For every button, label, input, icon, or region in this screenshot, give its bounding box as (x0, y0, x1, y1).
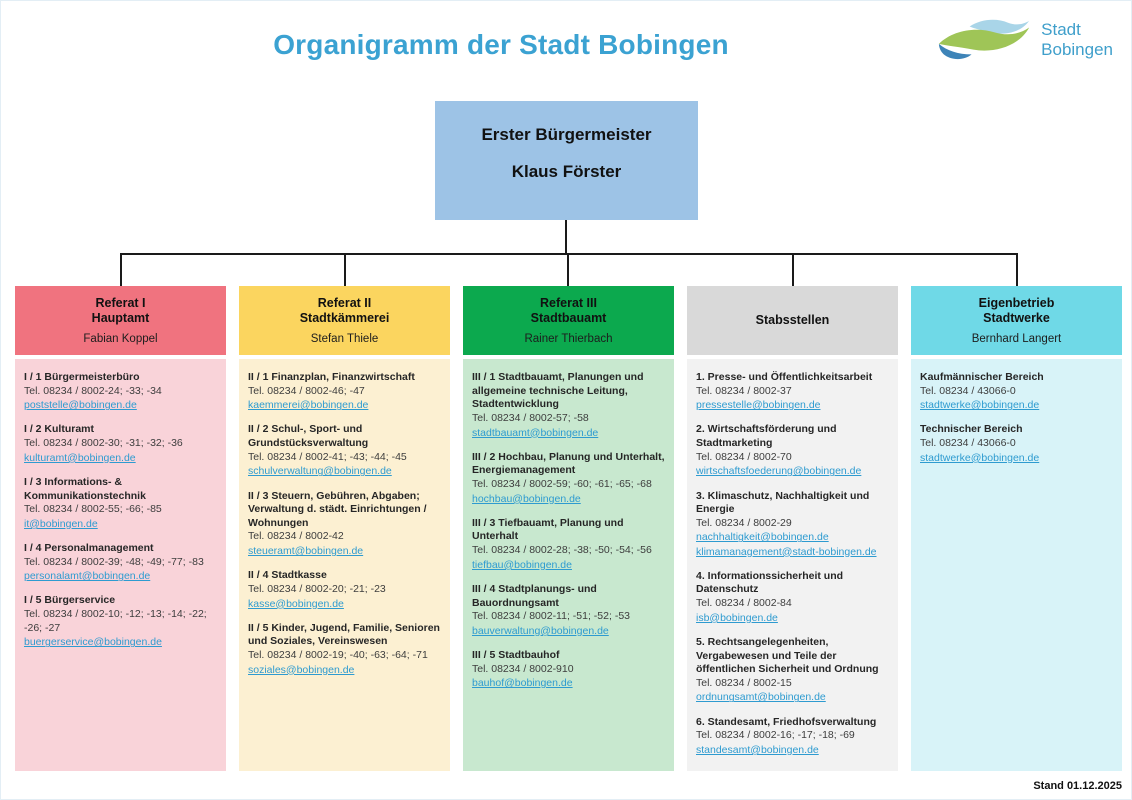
department-entry (472, 451, 665, 506)
column-title (756, 313, 830, 328)
connector-drop-referat3 (567, 253, 569, 286)
department-title: I / 1 Bürgermeisterbüro (24, 371, 140, 383)
department-phone: Tel. 08234 / 8002-84 (696, 597, 792, 610)
column-body (687, 359, 898, 771)
department-entry (248, 490, 441, 559)
column-title-line: Eigenbetrieb (978, 295, 1055, 310)
column-header (15, 286, 226, 355)
department-phone: Tel. 08234 / 8002-11; -51; -52; -53 (472, 610, 630, 623)
column-header (687, 286, 898, 355)
department-entry (696, 371, 889, 412)
department-phone: Tel. 08234 / 43066-0 (920, 384, 1016, 397)
email-link[interactable]: kulturamt@bobingen.de (24, 451, 136, 464)
department-title: II / 2 Schul-, Sport- und Grundstücksverwaltung (248, 423, 369, 450)
department-entry (248, 371, 441, 412)
connector-drop-referat2 (344, 253, 346, 286)
email-link[interactable]: bauverwaltung@bobingen.de (472, 624, 609, 637)
email-link[interactable]: isb@bobingen.de (696, 611, 778, 624)
department-phone: Tel. 08234 / 8002-16; -17; -18; -69 (696, 729, 855, 742)
column-title-line: Stabsstellen (755, 312, 830, 327)
connector-drop-referat1 (120, 253, 122, 286)
department-entry (248, 569, 441, 610)
department-entry (696, 570, 889, 625)
department-phone: Tel. 08234 / 8002-30; -31; -32; -36 (24, 437, 183, 450)
column-body (15, 359, 226, 771)
email-link[interactable]: nachhaltigkeit@bobingen.de (696, 531, 829, 544)
org-column-referat-3 (463, 286, 674, 771)
org-column-referat-1 (15, 286, 226, 771)
mayor-name: Klaus Förster (511, 162, 622, 181)
column-title-line: Hauptamt (91, 311, 150, 325)
department-title: 5. Rechtsangelegenheiten, Vergabewesen und Teile der öffentlichen Sicherheit und Ordnung (696, 635, 879, 676)
connector-vertical-top (565, 220, 567, 254)
email-link[interactable]: klimamanagement@stadt-bobingen.de (696, 545, 877, 558)
column-head-name: Bernhard Langert (971, 333, 1062, 346)
column-title (92, 296, 150, 327)
org-columns (15, 286, 1122, 771)
department-entry (696, 490, 889, 559)
page-title: Organigramm der Stadt Bobingen (273, 29, 729, 60)
email-link[interactable]: hochbau@bobingen.de (472, 492, 581, 505)
department-entry (920, 423, 1113, 464)
department-entry (472, 371, 665, 440)
logo-line2: Bobingen (1041, 40, 1113, 59)
department-entry (24, 371, 217, 412)
department-phone: Tel. 08234 / 8002-57; -58 (472, 411, 589, 424)
column-title-line: Stadtwerke (983, 311, 1050, 325)
department-entry (24, 594, 217, 649)
department-phone: Tel. 08234 / 8002-10; -12; -13; -14; -22; -26; -27 (24, 608, 207, 634)
department-entry (696, 716, 889, 757)
email-link[interactable]: schulverwaltung@bobingen.de (248, 465, 392, 478)
department-title: Technischer Bereich (920, 423, 1023, 436)
department-entry (696, 423, 889, 478)
department-phone: Tel. 08234 / 8002-20; -21; -23 (248, 582, 386, 595)
column-head-name: Stefan Thiele (310, 333, 379, 346)
column-header (239, 286, 450, 355)
department-title: III / 1 Stadtbauamt, Planungen und allgemeine technische Leitung, Stadtentwicklung (472, 371, 644, 411)
department-title: I / 2 Kulturamt (24, 423, 95, 436)
department-phone: Tel. 08234 / 8002-46; -47 (248, 384, 365, 397)
department-entry (24, 423, 217, 464)
department-title: 1. Presse- und Öffentlichkeitsarbeit (696, 371, 873, 383)
email-link[interactable]: bauhof@bobingen.de (472, 677, 573, 690)
department-phone: Tel. 08234 / 8002-42 (248, 530, 344, 543)
department-phone: Tel. 08234 / 8002-59; -60; -61; -65; -68 (472, 478, 652, 491)
email-link[interactable]: stadtbauamt@bobingen.de (472, 426, 599, 439)
column-title (300, 296, 390, 327)
mayor-role: Erster Bürgermeister (481, 125, 652, 144)
email-link[interactable]: wirtschaftsfoederung@bobingen.de (696, 465, 862, 478)
department-entry (472, 583, 665, 638)
department-phone: Tel. 08234 / 8002-28; -38; -50; -54; -56 (472, 544, 652, 557)
email-link[interactable]: ordnungsamt@bobingen.de (696, 691, 826, 704)
department-phone: Tel. 08234 / 8002-15 (696, 676, 792, 689)
connector-drop-stadtwerke (1016, 253, 1018, 286)
department-phone: Tel. 08234 / 8002-29 (696, 516, 792, 529)
department-phone: Tel. 08234 / 8002-37 (696, 384, 792, 397)
department-title: Kaufmännischer Bereich (920, 371, 1044, 383)
department-title: III / 3 Tiefbauamt, Planung und Unterhalt (472, 516, 624, 543)
email-link[interactable]: stadtwerke@bobingen.de (920, 451, 1040, 464)
column-header (463, 286, 674, 355)
department-phone: Tel. 08234 / 8002-24; -33; -34 (24, 384, 162, 397)
org-column-referat-2 (239, 286, 450, 771)
email-link[interactable]: soziales@bobingen.de (248, 663, 355, 676)
org-column-stadtwerke (911, 286, 1122, 771)
connector-drop-stabsstellen (792, 253, 794, 286)
column-body (911, 359, 1122, 771)
column-title-line: Referat III (540, 295, 597, 310)
department-title: 6. Standesamt, Friedhofsverwaltung (696, 715, 877, 728)
connector-horizontal (120, 253, 1018, 255)
email-link[interactable]: it@bobingen.de (24, 517, 98, 530)
email-link[interactable]: steueramt@bobingen.de (248, 545, 364, 558)
department-entry (920, 371, 1113, 412)
department-phone: Tel. 08234 / 8002-70 (696, 450, 792, 463)
logo-wordmark (1041, 20, 1113, 61)
email-link[interactable]: kaemmerei@bobingen.de (248, 399, 369, 412)
department-title: III / 2 Hochbau, Planung und Unterhalt, Energiemanagement (472, 450, 665, 477)
department-phone: Tel. 08234 / 8002-19; -40; -63; -64; -71 (248, 649, 428, 662)
department-entry (24, 542, 217, 583)
email-link[interactable]: standesamt@bobingen.de (696, 743, 819, 756)
city-logo (937, 15, 1113, 65)
column-title-line: Stadtkämmerei (299, 311, 390, 325)
column-body (239, 359, 450, 771)
org-column-stabsstellen (687, 286, 898, 771)
department-phone: Tel. 08234 / 8002-55; -66; -85 (24, 503, 162, 516)
department-title: I / 5 Bürgerservice (24, 594, 116, 607)
email-link[interactable]: stadtwerke@bobingen.de (920, 399, 1040, 412)
department-title: 3. Klimaschutz, Nachhaltigkeit und Energie (696, 489, 870, 516)
column-header (911, 286, 1122, 355)
email-link[interactable]: personalamt@bobingen.de (24, 570, 151, 583)
department-title: I / 3 Informations- & Kommunikationstechnik (24, 475, 146, 502)
department-entry (472, 649, 665, 690)
department-title: 2. Wirtschaftsförderung und Stadtmarketing (696, 423, 837, 450)
logo-line1: Stadt (1041, 19, 1081, 39)
email-link[interactable]: tiefbau@bobingen.de (472, 558, 572, 571)
column-head-name: Rainer Thierbach (524, 333, 613, 346)
column-body (463, 359, 674, 771)
column-title-line: Referat II (317, 295, 372, 310)
email-link[interactable]: buergerservice@bobingen.de (24, 636, 162, 649)
column-title (531, 296, 607, 327)
department-title: 4. Informationssicherheit und Datenschutz (696, 569, 844, 596)
department-entry (472, 517, 665, 572)
department-entry (248, 622, 441, 677)
department-phone: Tel. 08234 / 43066-0 (920, 437, 1016, 450)
department-title: II / 3 Steuern, Gebühren, Abgaben; Verwaltung d. städt. Einrichtungen / Wohnungen (248, 489, 427, 529)
department-title: II / 4 Stadtkasse (248, 569, 327, 582)
column-title-line: Stadtbauamt (530, 311, 607, 325)
department-title: I / 4 Personalmanagement (24, 542, 154, 554)
department-entry (24, 476, 217, 531)
column-title-line: Referat I (95, 295, 146, 310)
department-phone: Tel. 08234 / 8002-41; -43; -44; -45 (248, 450, 407, 463)
department-entry (248, 423, 441, 478)
wave-logo-icon (937, 15, 1033, 65)
department-entry (696, 636, 889, 705)
department-phone: Tel. 08234 / 8002-39; -48; -49; -77; -83 (24, 555, 204, 568)
status-date: Stand 01.12.2025 (1033, 780, 1122, 792)
department-phone: Tel. 08234 / 8002-910 (472, 662, 574, 675)
column-head-name: Fabian Koppel (83, 333, 158, 346)
mayor-box (435, 101, 698, 220)
department-title: III / 5 Stadtbauhof (472, 649, 560, 662)
department-title: II / 1 Finanzplan, Finanzwirtschaft (248, 371, 415, 383)
department-title: III / 4 Stadtplanungs- und Bauordnungsamt (472, 582, 597, 609)
email-link[interactable]: pressestelle@bobingen.de (696, 399, 821, 412)
department-title: II / 5 Kinder, Jugend, Familie, Senioren und Soziales, Vereinswesen (248, 621, 440, 648)
email-link[interactable]: kasse@bobingen.de (248, 597, 344, 610)
column-title (979, 296, 1055, 327)
email-link[interactable]: poststelle@bobingen.de (24, 399, 137, 412)
